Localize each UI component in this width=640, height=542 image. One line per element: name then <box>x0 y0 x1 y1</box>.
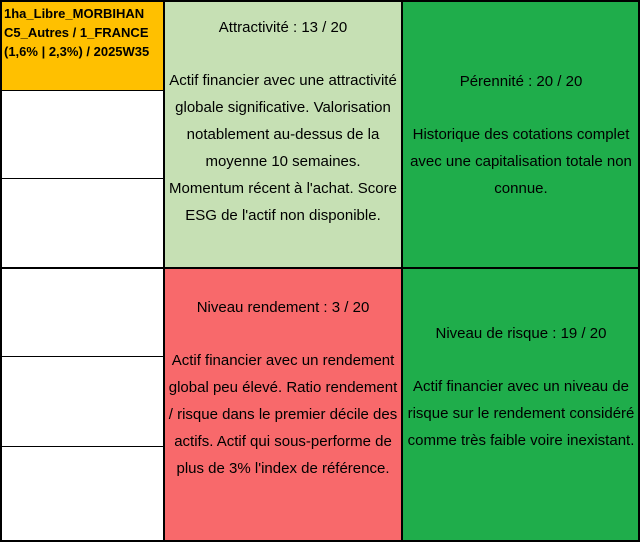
grid-line-vertical-left <box>163 0 165 542</box>
blank-cell-3 <box>0 268 164 356</box>
grid-line-horizontal-middle <box>0 267 640 269</box>
rendement-cell <box>164 268 402 542</box>
blank-cell-5 <box>0 446 164 542</box>
asset-category: C5_Autres / 1_FRANCE <box>4 25 149 40</box>
rendement-description: Actif financier avec un rendement global peu élevé. Ratio rendement / risque dans le premier décile des actifs. Actif qui sous-performe de plus de 3% l'index de référence. <box>168 352 398 477</box>
asset-label-cell <box>0 0 164 90</box>
perennite-cell <box>402 0 640 268</box>
attractivite-title: Attractivité : 13 / 20 <box>218 19 348 36</box>
blank-cell-1 <box>0 90 164 178</box>
risque-cell <box>402 268 640 542</box>
blank-cell-2 <box>0 178 164 268</box>
grid-line-label-2 <box>0 178 164 179</box>
perennite-title: Pérennité : 20 / 20 <box>459 73 583 90</box>
grid-line-label-4 <box>0 446 164 447</box>
rendement-title: Niveau rendement : 3 / 20 <box>196 299 370 316</box>
asset-name: 1ha_Libre_MORBIHAN <box>4 6 145 21</box>
perennite-description: Historique des cotations complet avec une capitalisation totale non connue. <box>410 126 632 197</box>
attractivite-cell <box>164 0 402 268</box>
blank-cell-4 <box>0 356 164 446</box>
grid-line-label-3 <box>0 356 164 357</box>
risque-description: Actif financier avec un niveau de risque sur le rendement considéré comme très faible voire inexistant. <box>407 378 635 449</box>
risque-title: Niveau de risque : 19 / 20 <box>435 325 607 342</box>
asset-period: (1,6% | 2,3%) / 2025W35 <box>4 44 150 59</box>
attractivite-description: Actif financier avec une attractivité globale significative. Valorisation notablement au-dessus de la moyenne 10 semaines. Momentum récent à l'achat. Score ESG de l'actif non disponible. <box>169 72 397 224</box>
grid-line-label-1 <box>0 90 164 91</box>
grid-line-vertical-middle <box>401 0 403 542</box>
